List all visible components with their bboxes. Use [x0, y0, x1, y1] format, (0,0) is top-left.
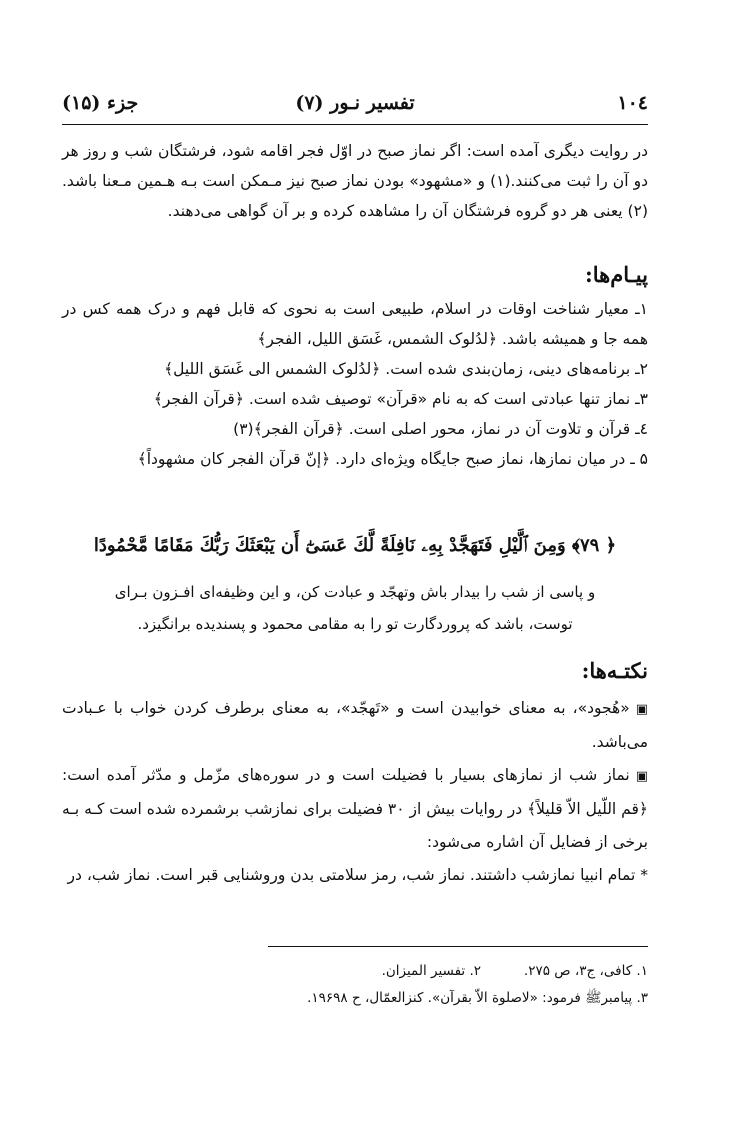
footnote-divider	[268, 946, 648, 947]
note-bullet-1-text: «هُجود»، به معنای خوابیدن است و «تَهجّد»، به معنای برطرف کردن خواب با عـبادت می‌باشد.	[62, 699, 648, 751]
verse-translation-line-1: و پاسی از شب را بیدار باش وتهجّد و عبادت کن، و این وظیفه‌ای افـزون بـرای	[114, 583, 596, 601]
header-divider	[62, 124, 648, 125]
intro-text: در روایت دیگری آمده است: اگر نماز صبح در اوّل فجر اقامه شود، فرشتگان شب و روز هر دو آن را ثبت می‌کنند.(۱) و «مشهود» بودن نماز صبح نیز مـمکن است بـه هـمین مـعنا باشد.(۲) یعنی هر دو گروه فرشتگان آن را مشاهده کرده و بر آن گواهی می‌دهند.	[62, 142, 648, 220]
message-item-3: ۳ـ نماز تنها عبادتی است که به نام «قرآن» توصیف شده است. ﴿قرآن الفجر﴾	[153, 390, 648, 408]
juz-label: جزء (۱۵)	[62, 92, 139, 114]
note-star-line: * تمام انبیا نمازشب داشتند. نماز شب، رمز سلامتی بدن وروشنایی قبر است. نماز شب، در	[67, 866, 648, 884]
note-bullet-2-text: نماز شب از نمازهای بسیار با فضیلت است و در سوره‌های مزّمل و مدّثر آمده است: ﴿قم اللّیل الاّ قلیلاً﴾ در روایات بیش از ۳۰ فضیلت برای نمازشب برشمرده شده است کـه بـه برخی از فضایل آن اشاره می‌شود:	[62, 766, 648, 851]
message-item-2: ۲ـ برنامه‌های دینی، زمان‌بندی شده است. ﴿لدُلوک الشمس الی غَسَق اللیل﴾	[164, 360, 648, 378]
notes-section	[62, 656, 648, 892]
messages-section	[62, 260, 648, 474]
running-title: تفسیر نـور (٧)	[295, 92, 415, 114]
square-bullet-icon: ▣	[635, 702, 648, 717]
messages-heading: پیـام‌ها:	[585, 262, 648, 287]
verse-arabic: ﴿ ۷۹﴾ وَمِنَ ٱلَّيْلِ فَتَهَجَّدْ بِهِۦ نَافِلَةً لَّكَ عَسَىٰٓ أَن يَبْعَثَكَ رَبُّكَ مَقَامًا مَّحْمُودًا	[93, 535, 617, 556]
notes-heading: نکتـه‌ها:	[581, 658, 648, 683]
square-bullet-icon: ▣	[635, 769, 648, 784]
message-item-5: ۵ ـ در میان نمازها، نماز صبح جایگاه ویژه‌ای دارد. ﴿إنّ قرآن الفجر کان مشهوداً﴾	[137, 450, 648, 468]
page-number: ۱۰٤	[617, 92, 648, 114]
note-bullet-1	[62, 692, 648, 759]
verse-translation-line-2: توست، باشد که پروردگارت تو را به مقامی محمود و پسندیده برانگیزد.	[137, 615, 573, 633]
page-header	[62, 92, 648, 122]
intro-paragraph	[62, 136, 648, 226]
footnotes	[62, 958, 648, 1012]
note-bullet-2	[62, 759, 648, 859]
message-item-4: ٤ـ قرآن و تلاوت آن در نماز، محور اصلی است. ﴿قرآن الفجر﴾(۳)	[233, 420, 648, 438]
footnote-line-2: ۳. پیامبرﷺ فرمود: «لاصلوة الاّ بقرآن». کنزالعمّال، ح ۱۹۶۹۸.	[307, 990, 648, 1006]
footnote-line-1: ۱. کافی، ج۳، ص ۲۷۵. ۲. تفسیر المیزان.	[381, 963, 648, 979]
verse-block	[62, 530, 648, 640]
message-item-1: ۱ـ معیار شناخت اوقات در اسلام، طبیعی است به نحوی که قابل فهم و درک همه کس در همه جا و همیشه باشد. ﴿لدُلوک الشمس، غَسَق اللیل، الفجر﴾	[62, 300, 648, 348]
